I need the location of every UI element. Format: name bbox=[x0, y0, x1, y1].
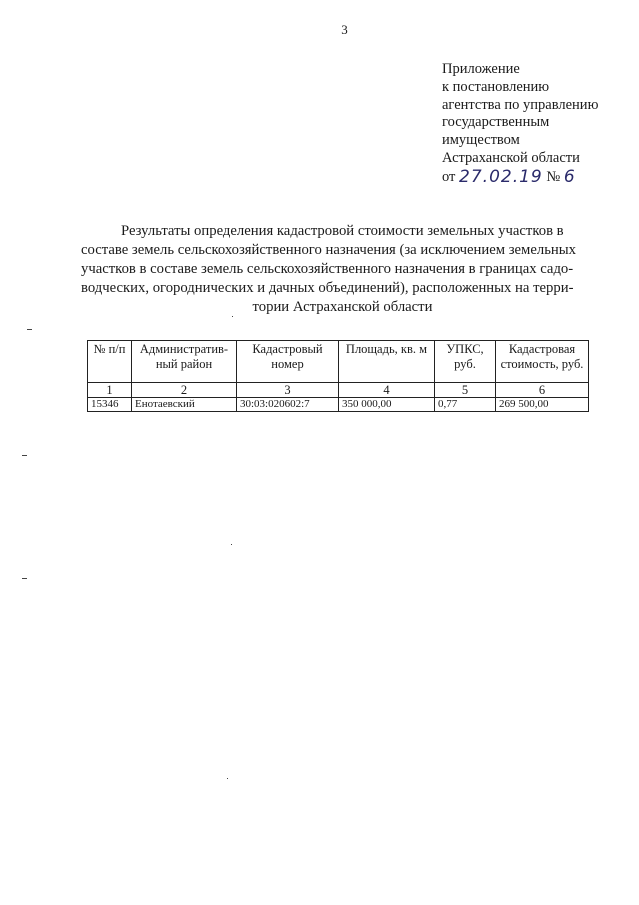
scan-speck bbox=[27, 329, 32, 330]
number-prefix: № bbox=[546, 168, 561, 185]
column-number: 4 bbox=[339, 383, 435, 398]
scan-speck bbox=[231, 544, 232, 545]
cell-district: Енотаевский bbox=[132, 398, 237, 412]
title-line: участков в составе земель сельскохозяйственного назначения в границах садо- bbox=[81, 261, 574, 277]
header-district: Административ-ный район bbox=[132, 341, 237, 383]
cell-cadastral-number: 30:03:020602:7 bbox=[237, 398, 339, 412]
table-row bbox=[88, 398, 589, 412]
header-area: Площадь, кв. м bbox=[339, 341, 435, 383]
column-number: 1 bbox=[88, 383, 132, 398]
header-cadastral-number: Кадастровый номер bbox=[237, 341, 339, 383]
header-cadastral-value: Кадастровая стоимость, руб. bbox=[496, 341, 589, 383]
appendix-line: государственным bbox=[442, 114, 550, 131]
column-number: 2 bbox=[132, 383, 237, 398]
scan-speck bbox=[22, 455, 27, 456]
cadastral-value-table bbox=[87, 340, 589, 412]
appendix-date-line bbox=[442, 168, 598, 187]
scan-speck bbox=[232, 316, 233, 317]
cell-cadastral-value: 269 500,00 bbox=[496, 398, 589, 412]
date-prefix: от bbox=[442, 168, 456, 185]
table-header-row bbox=[88, 341, 589, 383]
title-line: составе земель сельскохозяйственного назначения (за исключением земельных bbox=[81, 242, 576, 258]
appendix-line: Приложение bbox=[442, 61, 520, 77]
appendix-line: к постановлению bbox=[442, 78, 550, 95]
column-number: 6 bbox=[496, 383, 589, 398]
title-line: Результаты определения кадастровой стоимости земельных участков в bbox=[121, 223, 564, 239]
appendix-line: Астраханской области bbox=[442, 149, 580, 166]
appendix-block bbox=[442, 61, 598, 187]
header-row-number: № п/п bbox=[88, 341, 132, 383]
cell-upks: 0,77 bbox=[435, 398, 496, 412]
scan-speck bbox=[22, 578, 27, 579]
appendix-line: агентства по управлению bbox=[442, 96, 599, 113]
page-number: 3 bbox=[341, 22, 348, 37]
column-number: 5 bbox=[435, 383, 496, 398]
column-number: 3 bbox=[237, 383, 339, 398]
appendix-line: имуществом bbox=[442, 132, 520, 149]
cell-area: 350 000,00 bbox=[339, 398, 435, 412]
column-number-row bbox=[88, 383, 589, 398]
handwritten-date: 27.02.19 bbox=[459, 166, 543, 187]
header-upks: УПКС, руб. bbox=[435, 341, 496, 383]
title-line: водческих, огороднических и дачных объединений), расположенных на терри- bbox=[81, 280, 574, 296]
scan-speck bbox=[227, 778, 228, 779]
handwritten-number: 6 bbox=[563, 166, 576, 187]
document-title bbox=[81, 222, 604, 317]
title-line: тории Астраханской области bbox=[252, 299, 433, 315]
cell-row-number: 15346 bbox=[88, 398, 132, 412]
